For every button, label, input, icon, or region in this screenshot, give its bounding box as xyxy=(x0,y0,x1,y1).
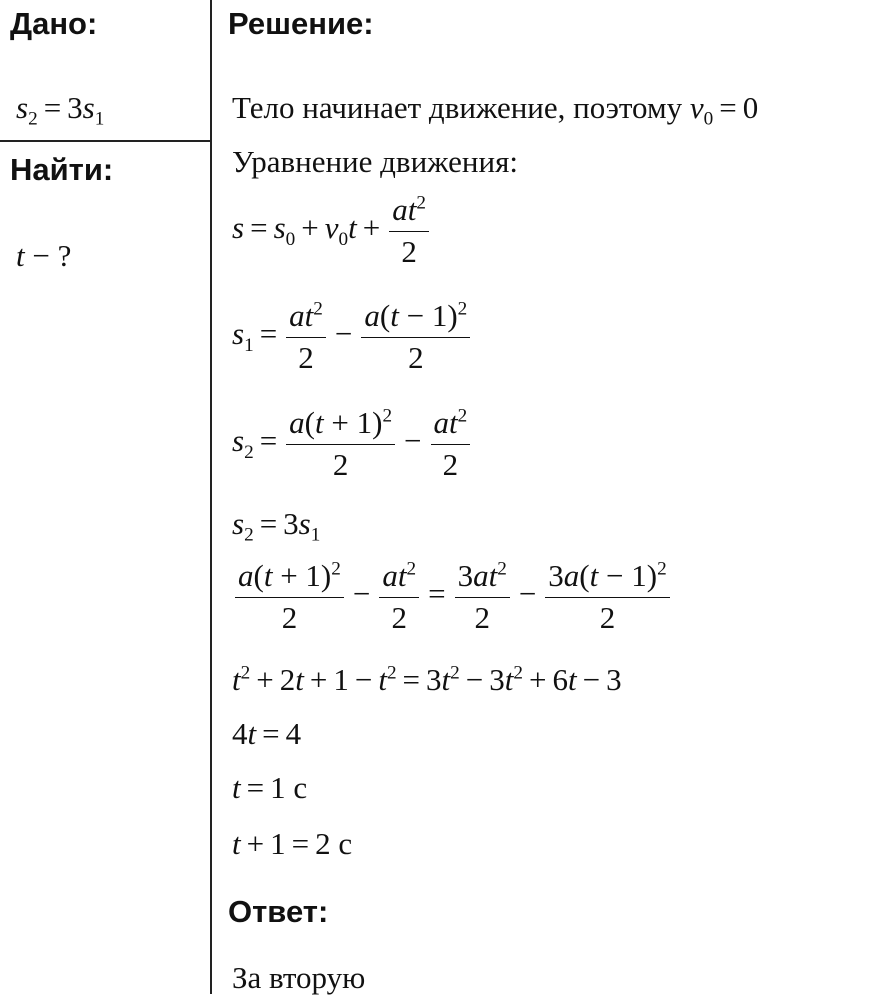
column-divider xyxy=(210,0,212,994)
t-result: t = 1 с xyxy=(232,770,308,805)
t-plus-one-result: t + 1 = 2 с xyxy=(232,826,353,861)
answer-text: За вторую xyxy=(232,960,366,995)
given-formula: $s_2 = 3s_1$ xyxy=(16,90,105,130)
given-divider xyxy=(0,140,210,142)
solution-header: Решение: xyxy=(228,6,374,41)
ratio-equation: $s_2 = 3s_1$ xyxy=(232,506,321,546)
initial-velocity-formula: $v_0 = 0$ xyxy=(689,90,759,130)
given-header: Дано: xyxy=(10,6,98,41)
motion-equation: $s = s_0 + v_0t$ + $\frac{at^2}{2}$ xyxy=(232,194,432,268)
equation-caption: Уравнение движения: xyxy=(232,144,518,179)
simplified-equation: $t^2 + 2t + 1 - t^2 = 3t^2 - 3t^2 + 6t - 3$ xyxy=(232,662,622,697)
expanded-equation: $\frac{a(t + 1)^2}{2}$ − $\frac{at^2}{2}$ = $\frac{3at^2}{2}$ − $\frac{3a(t - 1)^2}{2}$ xyxy=(232,560,673,634)
linear-equation: 4t = 4 xyxy=(232,716,302,751)
intro-text: Тело начинает движение, поэтому xyxy=(232,90,683,125)
s1-equation: $s_1$ = $\frac{at^2}{2}$ − $\frac{a(t - 1)^2}{2}$ xyxy=(232,300,473,374)
find-header: Найти: xyxy=(10,152,114,187)
find-formula: t − ? xyxy=(16,238,72,273)
answer-header: Ответ: xyxy=(228,894,329,929)
intro-line xyxy=(232,90,759,130)
s2-equation: $s_2$ = $\frac{a(t + 1)^2}{2}$ − $\frac{at^2}{2}$ xyxy=(232,407,473,481)
